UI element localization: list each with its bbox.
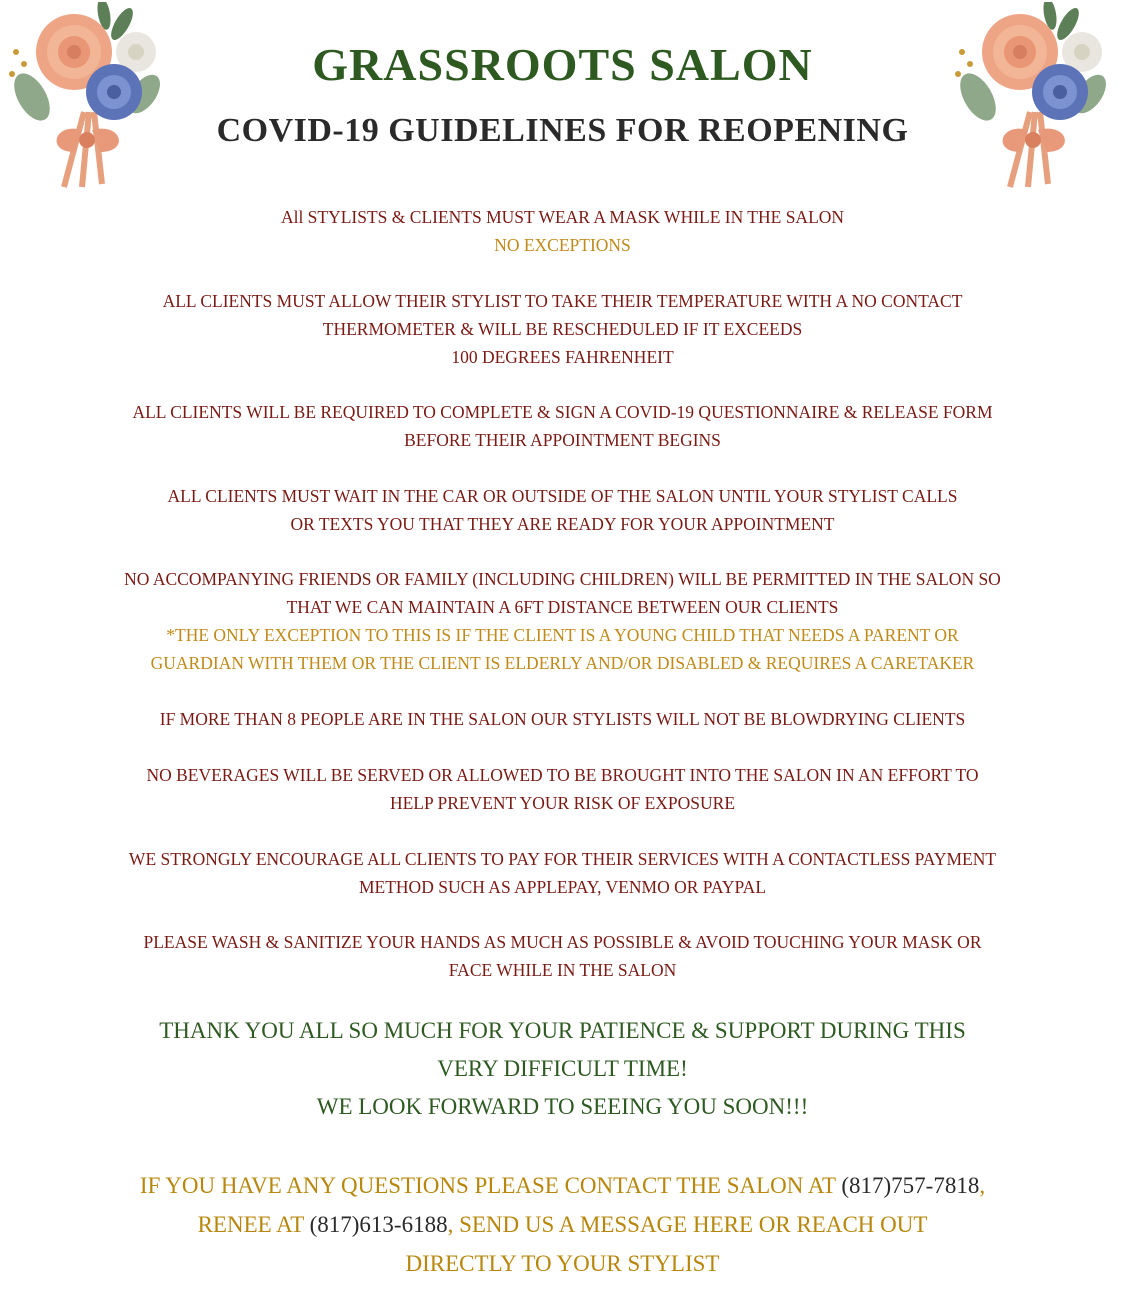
guideline-line: THERMOMETER & WILL BE RESCHEDULED IF IT EXCEEDS [322,319,803,339]
guideline-no-companions [0,565,1125,677]
closing-message [0,1012,1125,1126]
guideline-line: ALL CLIENTS MUST ALLOW THEIR STYLIST TO TAKE THEIR TEMPERATURE WITH A NO CONTACT [162,291,963,311]
guideline-line: THAT WE CAN MAINTAIN A 6FT DISTANCE BETWEEN OUR CLIENTS [286,597,839,617]
guideline-line: NO ACCOMPANYING FRIENDS OR FAMILY (INCLUDING CHILDREN) WILL BE PERMITTED IN THE SALON SO [124,569,1001,589]
guideline-note: NO EXCEPTIONS [494,235,631,255]
guideline-payment [0,845,1125,901]
flower-bouquet-icon [950,2,1115,192]
closing-line: WE LOOK FORWARD TO SEEING YOU SOON!!! [316,1094,809,1119]
contact-text: IF YOU HAVE ANY QUESTIONS PLEASE CONTACT THE SALON AT [139,1173,842,1198]
guideline-mask [0,203,1125,259]
guideline-note: *THE ONLY EXCEPTION TO THIS IS IF THE CLIENT IS A YOUNG CHILD THAT NEEDS A PARENT OR [166,625,959,645]
contact-line: DIRECTLY TO YOUR STYLIST [405,1251,720,1276]
guideline-blowdrying [0,705,1125,733]
contact-line [0,1166,1125,1205]
guideline-note: GUARDIAN WITH THEM OR THE CLIENT IS ELDERLY AND/OR DISABLED & REQUIRES A CARETAKER [150,653,975,673]
guideline-line: OR TEXTS YOU THAT THEY ARE READY FOR YOUR APPOINTMENT [290,514,835,534]
guideline-beverages [0,761,1125,817]
contact-info [0,1166,1125,1283]
guideline-line: FACE WHILE IN THE SALON [448,960,677,980]
guideline-line: ALL CLIENTS MUST WAIT IN THE CAR OR OUTSIDE OF THE SALON UNTIL YOUR STYLIST CALLS [167,486,958,506]
page-subtitle: COVID-19 GUIDELINES FOR REOPENING [216,112,909,149]
guideline-line: BEFORE THEIR APPOINTMENT BEGINS [404,430,721,450]
guideline-line: HELP PREVENT YOUR RISK OF EXPOSURE [389,793,736,813]
guideline-line: All STYLISTS & CLIENTS MUST WEAR A MASK WHILE IN THE SALON [280,207,845,227]
guideline-line: PLEASE WASH & SANITIZE YOUR HANDS AS MUCH AS POSSIBLE & AVOID TOUCHING YOUR MASK OR [143,932,982,952]
guideline-line: ALL CLIENTS WILL BE REQUIRED TO COMPLETE & SIGN A COVID-19 QUESTIONNAIRE & RELEASE FORM [132,402,993,422]
closing-line: THANK YOU ALL SO MUCH FOR YOUR PATIENCE & SUPPORT DURING THIS [159,1018,966,1043]
page-title: GRASSROOTS SALON [312,39,813,90]
salon-phone[interactable]: (817)757-7818 [841,1173,980,1198]
guideline-temperature [0,287,1125,371]
guideline-wait-outside [0,482,1125,538]
guideline-line: 100 DEGREES FAHRENHEIT [451,347,674,367]
guideline-sanitize [0,928,1125,984]
guideline-line: IF MORE THAN 8 PEOPLE ARE IN THE SALON OUR STYLISTS WILL NOT BE BLOWDRYING CLIENTS [159,709,966,729]
contact-text: , [979,1173,986,1198]
contact-text: RENEE AT [197,1212,310,1237]
guideline-line: NO BEVERAGES WILL BE SERVED OR ALLOWED TO BE BROUGHT INTO THE SALON IN AN EFFORT TO [146,765,979,785]
guideline-line: WE STRONGLY ENCOURAGE ALL CLIENTS TO PAY FOR THEIR SERVICES WITH A CONTACTLESS PAYMENT [128,849,997,869]
flower-bouquet-icon [4,2,169,192]
contact-line [0,1205,1125,1244]
guideline-questionnaire [0,398,1125,454]
guideline-line: METHOD SUCH AS APPLEPAY, VENMO OR PAYPAL [358,877,767,897]
closing-line: VERY DIFFICULT TIME! [437,1056,688,1081]
contact-text: , SEND US A MESSAGE HERE OR REACH OUT [447,1212,928,1237]
renee-phone[interactable]: (817)613-6188 [309,1212,448,1237]
